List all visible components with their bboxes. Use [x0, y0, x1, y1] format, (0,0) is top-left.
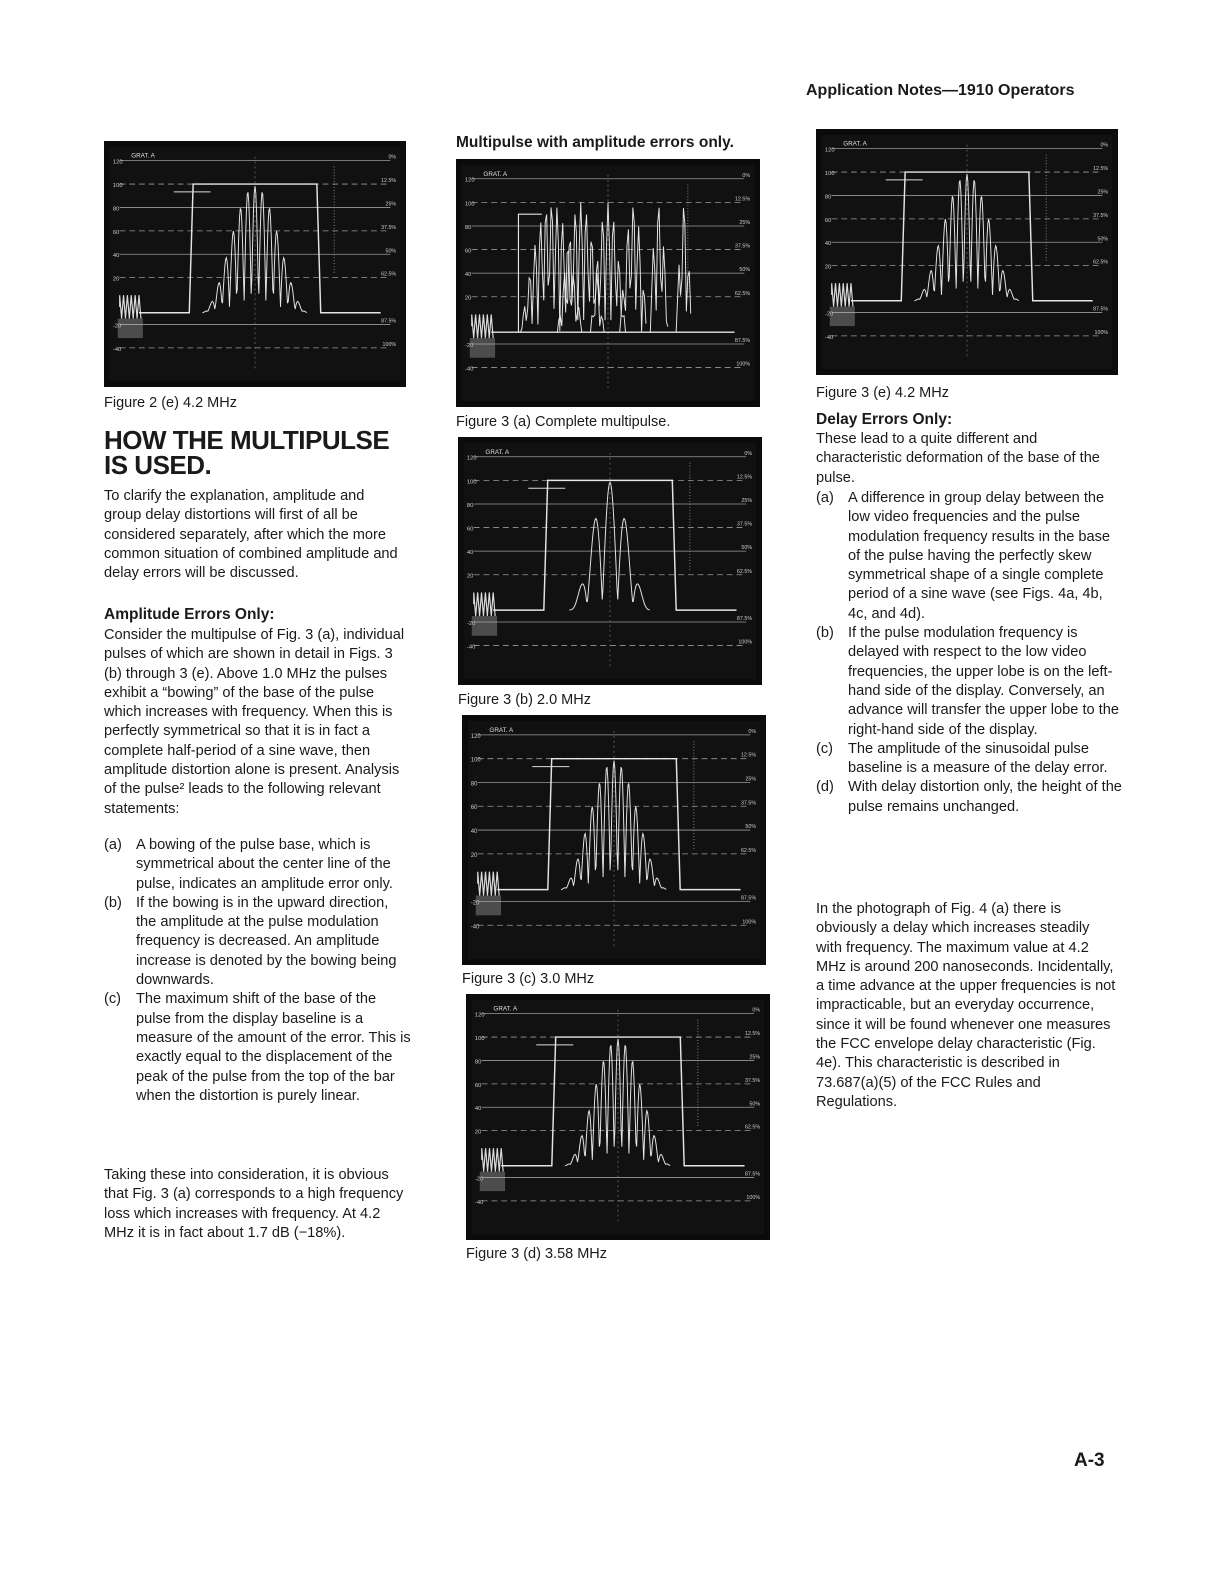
delay-body-paragraph: In the photograph of Fig. 4 (a) there is obviously a delay which increases steadily with frequency. The maximum value at 4.2 MHz is around 200 nanoseconds. Incidentally, a time advance at the upper frequencies is not impracticable, but an everyday occurrence, since it will be found whenever one measures the FCC envelope delay characteristic (Fig. 4e). This characteristic is described in 73.687(a)(5) of the FCC Rules and Regulations.: [816, 901, 1116, 1110]
scale-label-right: 37.5%: [381, 224, 397, 231]
scale-label-right: 12.5%: [744, 1031, 761, 1038]
scale-label-right: 62.5%: [744, 1124, 761, 1131]
scale-label-left: -20: [474, 1176, 484, 1183]
graticule-label: GRAT. A: [483, 170, 508, 178]
graticule-label: GRAT. A: [843, 140, 867, 148]
scale-label-right: 100%: [1094, 329, 1109, 336]
amplitude-statements-list: [104, 836, 412, 1106]
scope-photo-fig2e: [104, 141, 406, 387]
scale-label-right: 25%: [385, 201, 397, 208]
column2-heading: Multipulse with amplitude errors only.: [456, 134, 734, 151]
intro-paragraph: To clarify the explanation, amplitude and group delay distortions will first of all be considered separately, after which the more common situation of combined amplitude and delay errors will be discussed.: [104, 488, 398, 582]
scale-label-right: 62.5%: [734, 290, 751, 297]
scale-label-left: 80: [470, 781, 478, 788]
figure-caption-3c: Figure 3 (c) 3.0 MHz: [462, 971, 595, 987]
scale-label-left: 60: [470, 805, 478, 812]
scope-photo-fig3b: [458, 437, 762, 685]
scale-label-left: -40: [464, 366, 474, 373]
scale-label-left: 100: [466, 479, 477, 486]
scale-label-right: 50%: [385, 248, 397, 255]
scale-label-left: 20: [464, 295, 472, 302]
scale-label-right: 100%: [746, 1194, 761, 1201]
scale-label-right: 100%: [382, 341, 397, 348]
scale-label-left: 80: [474, 1059, 482, 1066]
running-header: Application Notes—1910 Operators: [806, 82, 1075, 99]
scale-label-right: 12.5%: [740, 752, 757, 759]
scale-label-left: -20: [824, 311, 834, 318]
amplitude-errors-subheading: Amplitude Errors Only:: [104, 606, 275, 623]
scope-photo-fig3a: [456, 159, 760, 407]
scale-label-right: 50%: [749, 1101, 761, 1108]
scale-label-left: 100: [112, 182, 123, 189]
scale-label-right: 12.5%: [734, 196, 751, 203]
scale-label-right: 50%: [741, 545, 753, 552]
scale-label-left: 20: [474, 1129, 482, 1136]
scale-label-left: -20: [112, 323, 122, 330]
scale-label-right: 62.5%: [381, 271, 397, 278]
figure-caption-3e: Figure 3 (e) 4.2 MHz: [816, 385, 949, 401]
scale-label-left: 20: [112, 276, 120, 283]
delay-errors-subheading: Delay Errors Only:: [816, 411, 953, 428]
scale-label-left: 120: [112, 159, 123, 166]
scale-label-right: 37.5%: [1093, 212, 1109, 219]
scale-label-left: -20: [466, 620, 476, 627]
scale-label-right: 87.5%: [736, 615, 753, 623]
scale-label-right: 50%: [739, 267, 751, 274]
graticule-label: GRAT. A: [485, 448, 510, 456]
scale-label-left: -40: [474, 1199, 484, 1206]
scale-label-left: 100: [474, 1035, 485, 1042]
scale-label-left: 120: [470, 733, 481, 740]
scale-label-right: 12.5%: [381, 178, 397, 185]
graticule-label: GRAT. A: [493, 1005, 518, 1013]
scale-label-right: 87.5%: [744, 1171, 761, 1178]
scale-label-right: 37.5%: [734, 243, 751, 250]
scale-label-left: 80: [824, 194, 832, 201]
scope-photo-fig3d: [466, 994, 770, 1240]
scale-label-left: 40: [466, 550, 474, 557]
scale-label-left: 80: [464, 224, 472, 231]
scale-label-left: 100: [470, 757, 481, 764]
scale-label-right: 50%: [1097, 236, 1109, 243]
graticule-label: GRAT. A: [131, 152, 155, 160]
scale-label-right: 62.5%: [1093, 259, 1109, 266]
scale-label-right: 87.5%: [734, 337, 751, 345]
scale-label-left: 120: [466, 455, 477, 462]
scale-label-right: 0%: [748, 728, 757, 735]
scope-photo-fig3c: [462, 715, 766, 965]
scale-label-left: -40: [466, 644, 476, 651]
conclusion-paragraph: Taking these into consideration, it is obvious that Fig. 3 (a) corresponds to a high frequency loss which increases with frequency. At 4.2 MHz it is in fact about 1.7 dB (−18%).: [104, 1167, 404, 1241]
scale-label-right: 25%: [749, 1054, 761, 1061]
scale-label-left: 120: [474, 1012, 485, 1019]
scale-label-left: -40: [824, 334, 834, 341]
scale-label-left: 20: [470, 852, 478, 859]
scale-label-right: 87.5%: [381, 318, 397, 325]
list-item: (a) A bowing of the pulse base, which is symmetrical about the center line of the pulse, indicates an amplitude error only.: [104, 837, 393, 892]
scale-label-left: -40: [112, 346, 122, 353]
list-item: (c) The amplitude of the sinusoidal pulse baseline is a measure of the delay error.: [816, 740, 1108, 777]
scale-label-left: 20: [824, 264, 832, 271]
scale-label-left: 60: [112, 229, 120, 236]
scale-label-right: 0%: [752, 1007, 761, 1014]
scale-label-right: 62.5%: [736, 568, 753, 575]
list-item: (c) The maximum shift of the base of the pulse from the display baseline is a measure of the amount of the error. This is exactly equal to the displacement of the peak of the pulse from the top of the bar when the distortion is purely linear.: [104, 991, 411, 1104]
delay-intro-paragraph: These lead to a quite different and characteristic deformation of the base of the pulse.: [816, 431, 1100, 486]
scale-label-right: 0%: [388, 154, 397, 161]
scale-label-left: -20: [470, 900, 480, 907]
scale-label-left: 40: [474, 1106, 482, 1113]
figure-caption-2e: Figure 2 (e) 4.2 MHz: [104, 395, 237, 411]
list-item: (b) If the bowing is in the upward direction, the amplitude at the pulse modulation frequency is decreased. An amplitude increase is denoted by the bowing being downwards.: [104, 894, 397, 989]
list-item: (a) A difference in group delay between the low video frequencies and the pulse modulation frequency results in the base of the pulse having the perfectly skew symmetrical shape of a single complete period of a sine wave (see Figs. 4a, 4b, 4c, and 4d).: [816, 490, 1111, 622]
scale-label-left: 120: [824, 147, 835, 154]
scale-label-right: 37.5%: [740, 800, 757, 807]
scale-label-right: 25%: [1097, 189, 1109, 196]
scale-label-left: 60: [464, 248, 472, 255]
scale-label-right: 25%: [745, 776, 757, 783]
scale-label-left: 60: [474, 1082, 482, 1089]
scale-label-right: 0%: [744, 450, 753, 457]
scale-label-left: 40: [112, 253, 120, 260]
scale-label-left: 100: [824, 170, 835, 177]
scale-label-right: 37.5%: [736, 521, 753, 528]
scale-label-left: -20: [464, 342, 474, 349]
figure-caption-3b: Figure 3 (b) 2.0 MHz: [458, 692, 591, 708]
scale-label-right: 0%: [742, 172, 751, 179]
page-number: A-3: [1074, 1450, 1105, 1471]
graticule-label: GRAT. A: [489, 726, 514, 734]
scale-label-left: 80: [112, 206, 120, 213]
scale-label-right: 50%: [745, 824, 757, 831]
scale-label-left: 100: [464, 201, 475, 208]
scale-label-right: 12.5%: [1093, 166, 1109, 173]
scale-label-right: 100%: [736, 361, 751, 368]
section-heading: HOW THE MULTIPULSE IS USED.: [104, 425, 390, 480]
scale-label-right: 87.5%: [1093, 306, 1109, 313]
scale-label-left: 40: [470, 829, 478, 836]
list-item: (d) With delay distortion only, the height of the pulse remains unchanged.: [816, 779, 1122, 815]
scale-label-right: 25%: [739, 219, 751, 227]
scale-label-right: 100%: [742, 919, 757, 926]
scale-label-left: 20: [466, 573, 474, 580]
scale-label-left: -40: [470, 924, 480, 931]
scale-label-left: 40: [824, 241, 832, 248]
scale-label-right: 0%: [1100, 142, 1109, 149]
figure-caption-3d: Figure 3 (d) 3.58 MHz: [466, 1246, 608, 1262]
scale-label-right: 25%: [741, 497, 753, 505]
scope-photo-fig3e: [816, 129, 1118, 375]
scale-label-left: 80: [466, 502, 474, 509]
scale-label-right: 87.5%: [740, 895, 757, 902]
scale-label-right: 62.5%: [740, 847, 757, 854]
scale-label-left: 120: [464, 177, 475, 184]
scale-label-right: 37.5%: [744, 1077, 761, 1084]
scale-label-right: 100%: [738, 639, 753, 646]
scale-label-right: 12.5%: [736, 474, 753, 481]
figure-caption-3a: Figure 3 (a) Complete multipulse.: [456, 414, 671, 430]
delay-statements-list: [816, 489, 1122, 817]
amplitude-body-paragraph: Consider the multipulse of Fig. 3 (a), individual pulses of which are shown in detail in Figs. 3 (b) through 3 (e). Above 1.0 MHz the pulses exhibit a “bowing” of the base of the pulse which increases with frequency. When this is perfectly symmetrical so that it is in fact a complete half-period of a sine wave, then amplitude distortion alone is present. Analysis of the pulse² leads to the following relevant statements:: [104, 627, 405, 817]
scale-label-left: 60: [824, 217, 832, 224]
scale-label-left: 60: [466, 526, 474, 533]
list-item: (b) If the pulse modulation frequency is delayed with respect to the low video frequencies, the upper lobe is on the left-hand side of the display. Conversely, an advance will transfer the upper lobe to the right-hand side of the display.: [816, 625, 1119, 738]
scale-label-left: 40: [464, 272, 472, 279]
